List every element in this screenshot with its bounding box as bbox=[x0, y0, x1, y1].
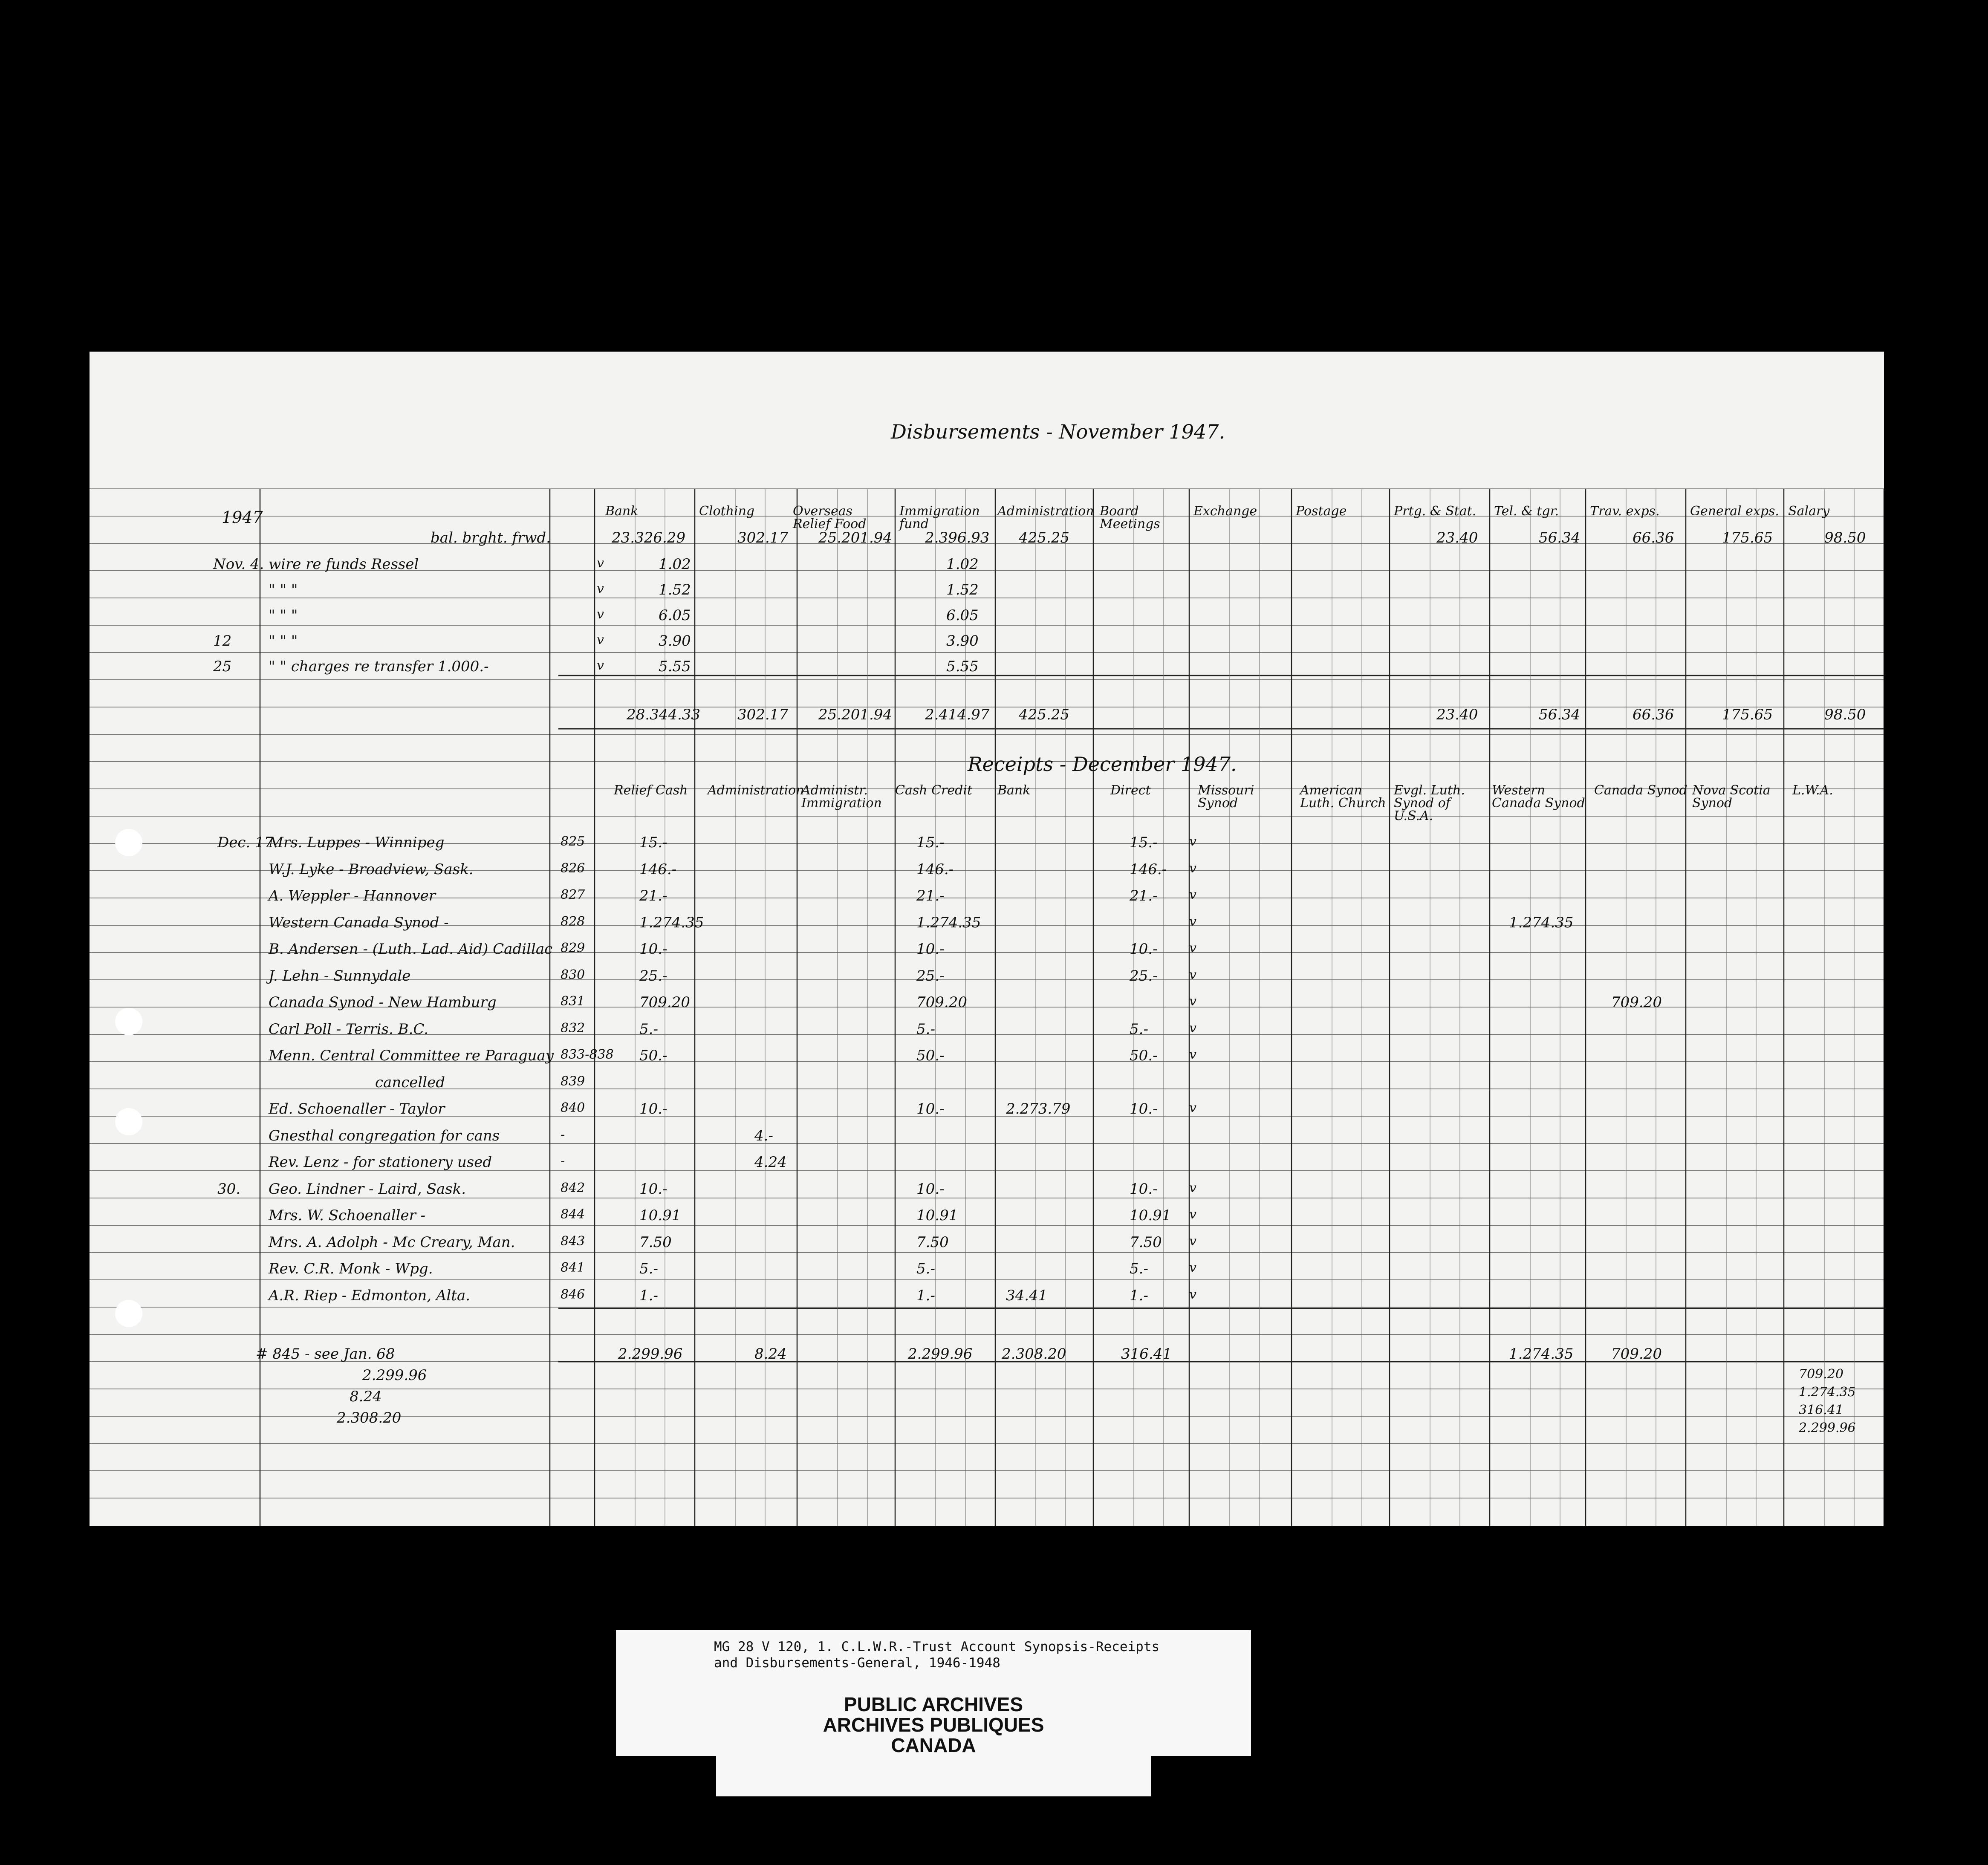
check-mark: v bbox=[1189, 1020, 1196, 1036]
receipt-number: 833-838 bbox=[561, 1047, 614, 1062]
total-cash: 2.299.96 bbox=[618, 1345, 683, 1363]
row-description: " " " bbox=[269, 581, 298, 598]
receipt-number: 826 bbox=[561, 860, 585, 876]
column-header: American Luth. Church bbox=[1300, 783, 1386, 811]
column-header: Administration bbox=[708, 783, 804, 798]
direct-amount: 7.50 bbox=[1130, 1233, 1162, 1251]
total-value: 56.34 bbox=[1539, 706, 1581, 723]
cash-amount: 1.- bbox=[639, 1287, 658, 1304]
binder-hole bbox=[115, 1008, 142, 1035]
cash-amount: 10.- bbox=[639, 1180, 667, 1198]
year-label: 1947 bbox=[222, 508, 263, 527]
receipt-number: 832 bbox=[561, 1020, 585, 1036]
calc-value: 2.308.20 bbox=[337, 1409, 402, 1426]
balance-value: 175.65 bbox=[1722, 529, 1773, 546]
balance-value: 425.25 bbox=[1019, 529, 1069, 546]
column-header: Immigration fund bbox=[899, 504, 980, 531]
immigration-amount: 6.05 bbox=[946, 607, 979, 624]
balance-value: 56.34 bbox=[1539, 529, 1581, 546]
row-name: Mrs. Luppes - Winnipeg bbox=[269, 834, 445, 851]
direct-amount: 146.- bbox=[1130, 860, 1167, 878]
calc-value: 8.24 bbox=[350, 1388, 382, 1405]
credit-amount: 1.274.35 bbox=[916, 914, 981, 931]
credit-amount: 5.- bbox=[916, 1260, 935, 1277]
cash-amount: 10.- bbox=[639, 1100, 667, 1117]
check-mark: v bbox=[1189, 914, 1196, 929]
row-name: Rev. C.R. Monk - Wpg. bbox=[269, 1260, 433, 1277]
direct-amount: 1.- bbox=[1130, 1287, 1148, 1304]
bank-amount: 1.02 bbox=[659, 556, 691, 573]
row-name: A. Weppler - Hannover bbox=[269, 887, 436, 904]
archive-reference bbox=[714, 1639, 1268, 1671]
credit-amount: 5.- bbox=[916, 1020, 935, 1038]
check-mark: v bbox=[1189, 941, 1196, 956]
row-name: Mrs. W. Schoenaller - bbox=[269, 1207, 426, 1224]
balance-value: 66.36 bbox=[1633, 529, 1674, 546]
row-name: Carl Poll - Terris. B.C. bbox=[269, 1020, 429, 1038]
cash-amount: 5.- bbox=[639, 1260, 658, 1277]
archive-name-en: PUBLIC ARCHIVES bbox=[844, 1693, 1023, 1715]
direct-amount: 10.- bbox=[1130, 1100, 1158, 1117]
total-bank: 2.308.20 bbox=[1002, 1345, 1066, 1363]
total-value: 175.65 bbox=[1722, 706, 1773, 723]
canada-synod-amount: 709.20 bbox=[1611, 994, 1662, 1011]
check-mark: v bbox=[1189, 1100, 1196, 1115]
total-canada-synod: 709.20 bbox=[1611, 1345, 1662, 1363]
column-header: Nova Scotia Synod bbox=[1692, 783, 1771, 811]
column-header: Exchange bbox=[1193, 504, 1257, 519]
column-header: General exps. bbox=[1690, 504, 1779, 519]
column-header: Western Canada Synod bbox=[1492, 783, 1585, 811]
binder-hole bbox=[115, 1300, 142, 1327]
balance-value: 2.396.93 bbox=[925, 529, 990, 546]
cash-amount: 5.- bbox=[639, 1020, 658, 1038]
western-canada-synod-amount: 1.274.35 bbox=[1509, 914, 1574, 931]
row-name: J. Lehn - Sunnydale bbox=[269, 967, 411, 984]
archive-name-fr: ARCHIVES PUBLIQUES bbox=[823, 1714, 1044, 1736]
receipt-number: 844 bbox=[561, 1207, 585, 1222]
row-name: Gnesthal congregation for cans bbox=[269, 1127, 500, 1144]
total-value: 28.344.33 bbox=[627, 706, 701, 723]
immigration-amount: 3.90 bbox=[946, 632, 979, 650]
check-mark: v bbox=[1189, 1260, 1196, 1275]
bank-amount: 34.41 bbox=[1006, 1287, 1048, 1304]
credit-amount: 10.91 bbox=[916, 1207, 958, 1224]
row-name: Geo. Lindner - Laird, Sask. bbox=[269, 1180, 466, 1198]
direct-amount: 25.- bbox=[1130, 967, 1158, 984]
balance-value: 23.40 bbox=[1436, 529, 1478, 546]
check-mark: v bbox=[1189, 967, 1196, 982]
cash-amount: 1.274.35 bbox=[639, 914, 704, 931]
immigration-amount: 5.55 bbox=[946, 658, 979, 675]
receipt-number: 831 bbox=[561, 994, 585, 1009]
total-western-canada-synod: 1.274.35 bbox=[1509, 1345, 1574, 1363]
side-sum-value: 316.41 bbox=[1799, 1403, 1844, 1418]
receipt-number: 829 bbox=[561, 941, 585, 956]
immigration-amount: 1.52 bbox=[946, 581, 979, 598]
row-date: 25 bbox=[213, 658, 232, 675]
column-header: Administration bbox=[997, 504, 1094, 519]
credit-amount: 21.- bbox=[916, 887, 945, 904]
credit-amount: 10.- bbox=[916, 1180, 945, 1198]
bank-amount: 3.90 bbox=[659, 632, 691, 650]
total-value: 66.36 bbox=[1633, 706, 1674, 723]
ledger-sheet bbox=[90, 352, 1884, 1526]
column-header: Prtg. & Stat. bbox=[1394, 504, 1477, 519]
archive-reference-line1: MG 28 V 120, 1. C.L.W.R.-Trust Account Synopsis-Receipts bbox=[714, 1639, 1160, 1654]
row-date: 12 bbox=[213, 632, 232, 650]
receipt-number: 827 bbox=[561, 887, 585, 902]
cash-amount: 7.50 bbox=[639, 1233, 672, 1251]
receipt-number: 828 bbox=[561, 914, 585, 929]
column-header: Salary bbox=[1788, 504, 1830, 519]
cash-amount: 146.- bbox=[639, 860, 677, 878]
balance-value: 302.17 bbox=[737, 529, 788, 546]
total-administration: 8.24 bbox=[754, 1345, 787, 1363]
receipt-number: 840 bbox=[561, 1100, 585, 1115]
side-sum-value: 1.274.35 bbox=[1799, 1385, 1856, 1400]
total-value: 98.50 bbox=[1824, 706, 1866, 723]
total-credit: 2.299.96 bbox=[908, 1345, 973, 1363]
column-header: Cash Credit bbox=[895, 783, 972, 798]
receipt-number: 839 bbox=[561, 1074, 585, 1089]
column-header: Postage bbox=[1296, 504, 1347, 519]
row-name: Canada Synod - New Hamburg bbox=[269, 994, 497, 1011]
receipt-number: - bbox=[561, 1127, 565, 1142]
credit-amount: 15.- bbox=[916, 834, 945, 851]
balance-value: 25.201.94 bbox=[818, 529, 893, 546]
credit-amount: 146.- bbox=[916, 860, 954, 878]
direct-amount: 10.- bbox=[1130, 1180, 1158, 1198]
row-name: Mrs. A. Adolph - Mc Creary, Man. bbox=[269, 1233, 515, 1251]
label-notch bbox=[616, 1756, 716, 1796]
cash-amount: 50.- bbox=[639, 1047, 667, 1064]
row-description: " " " bbox=[269, 632, 298, 650]
balance-value: 23.326.29 bbox=[612, 529, 686, 546]
row-name: B. Andersen - (Luth. Lad. Aid) Cadillac bbox=[269, 941, 553, 958]
row-description: " " charges re transfer 1.000.- bbox=[269, 658, 489, 675]
check-mark: v bbox=[597, 632, 604, 647]
row-name: cancelled bbox=[375, 1074, 445, 1091]
immigration-amount: 1.02 bbox=[946, 556, 979, 573]
credit-amount: 1.- bbox=[916, 1287, 935, 1304]
balance-value: 98.50 bbox=[1824, 529, 1866, 546]
total-value: 25.201.94 bbox=[818, 706, 893, 723]
column-header: Administr. Immigration bbox=[801, 783, 882, 811]
row-date: Nov. 4. bbox=[213, 556, 264, 573]
column-header: Tel. & tgr. bbox=[1494, 504, 1559, 519]
credit-amount: 25.- bbox=[916, 967, 945, 984]
column-header: Evgl. Luth. Synod of U.S.A. bbox=[1394, 783, 1465, 823]
column-header: Relief Cash bbox=[614, 783, 688, 798]
column-header: Bank bbox=[605, 504, 639, 519]
check-mark: v bbox=[1189, 1180, 1196, 1195]
cash-amount: 15.- bbox=[639, 834, 667, 851]
column-header: L.W.A. bbox=[1792, 783, 1833, 798]
check-mark: v bbox=[1189, 834, 1196, 849]
label-notch bbox=[1151, 1756, 1251, 1796]
row-name: Ed. Schoenaller - Taylor bbox=[269, 1100, 445, 1117]
administration-amount: 4.- bbox=[754, 1127, 773, 1144]
credit-amount: 709.20 bbox=[916, 994, 967, 1011]
bank-amount: 5.55 bbox=[659, 658, 691, 675]
direct-amount: 10.- bbox=[1130, 941, 1158, 958]
row-date: 30. bbox=[217, 1180, 241, 1198]
direct-amount: 5.- bbox=[1130, 1260, 1148, 1277]
row-name: W.J. Lyke - Broadview, Sask. bbox=[269, 860, 474, 878]
administration-amount: 4.24 bbox=[754, 1154, 787, 1171]
column-header: Clothing bbox=[699, 504, 755, 519]
cash-amount: 25.- bbox=[639, 967, 667, 984]
cash-amount: 10.91 bbox=[639, 1207, 681, 1224]
check-mark: v bbox=[1189, 1207, 1196, 1222]
receipt-number: 830 bbox=[561, 967, 585, 982]
credit-amount: 10.- bbox=[916, 1100, 945, 1117]
column-header: Direct bbox=[1110, 783, 1151, 798]
column-header: Canada Synod bbox=[1594, 783, 1687, 798]
receipt-number: - bbox=[561, 1154, 565, 1169]
receipts-title: Receipts - December 1947. bbox=[968, 753, 1237, 776]
row-description: " " " bbox=[269, 607, 298, 624]
check-mark: v bbox=[1189, 1047, 1196, 1062]
archive-country: CANADA bbox=[891, 1734, 976, 1756]
check-mark: v bbox=[1189, 887, 1196, 902]
side-sum-value: 2.299.96 bbox=[1799, 1420, 1856, 1435]
footnote: # 845 - see Jan. 68 bbox=[256, 1345, 395, 1363]
balance-label: bal. brght. frwd. bbox=[431, 529, 551, 546]
column-header: Board Meetings bbox=[1100, 504, 1160, 531]
cash-amount: 10.- bbox=[639, 941, 667, 958]
row-name: Western Canada Synod - bbox=[269, 914, 449, 931]
check-mark: v bbox=[1189, 1233, 1196, 1249]
archive-reference-line2: and Disbursements-General, 1946-1948 bbox=[714, 1655, 1000, 1671]
credit-amount: 7.50 bbox=[916, 1233, 949, 1251]
total-value: 23.40 bbox=[1436, 706, 1478, 723]
credit-amount: 10.- bbox=[916, 941, 945, 958]
check-mark: v bbox=[1189, 860, 1196, 876]
check-mark: v bbox=[1189, 1287, 1196, 1302]
receipt-number: 842 bbox=[561, 1180, 585, 1195]
check-mark: v bbox=[597, 556, 604, 571]
direct-amount: 15.- bbox=[1130, 834, 1158, 851]
row-name: A.R. Riep - Edmonton, Alta. bbox=[269, 1287, 471, 1304]
cash-amount: 21.- bbox=[639, 887, 667, 904]
total-direct: 316.41 bbox=[1121, 1345, 1172, 1363]
direct-amount: 5.- bbox=[1130, 1020, 1148, 1038]
side-sum-value: 709.20 bbox=[1799, 1367, 1844, 1382]
row-name: Menn. Central Committee re Paraguay bbox=[269, 1047, 554, 1064]
check-mark: v bbox=[597, 581, 604, 596]
binder-hole bbox=[115, 829, 142, 856]
column-header: Bank bbox=[997, 783, 1031, 798]
receipt-number: 841 bbox=[561, 1260, 585, 1275]
total-value: 302.17 bbox=[737, 706, 788, 723]
row-description: wire re funds Ressel bbox=[269, 556, 419, 573]
bank-amount: 1.52 bbox=[659, 581, 691, 598]
row-date: Dec. 17. bbox=[217, 834, 278, 851]
bank-amount: 2.273.79 bbox=[1006, 1100, 1071, 1117]
ledger-title: Disbursements - November 1947. bbox=[891, 420, 1225, 443]
column-header: Overseas Relief Food bbox=[793, 504, 867, 531]
check-mark: v bbox=[597, 658, 604, 673]
column-header: Trav. exps. bbox=[1590, 504, 1660, 519]
direct-amount: 21.- bbox=[1130, 887, 1158, 904]
cash-amount: 709.20 bbox=[639, 994, 690, 1011]
receipt-number: 846 bbox=[561, 1287, 585, 1302]
credit-amount: 50.- bbox=[916, 1047, 945, 1064]
receipt-number: 825 bbox=[561, 834, 585, 849]
bank-amount: 6.05 bbox=[659, 607, 691, 624]
check-mark: v bbox=[597, 607, 604, 622]
direct-amount: 10.91 bbox=[1130, 1207, 1171, 1224]
column-header: Missouri Synod bbox=[1198, 783, 1254, 811]
total-value: 2.414.97 bbox=[925, 706, 990, 723]
receipt-number: 843 bbox=[561, 1233, 585, 1249]
total-value: 425.25 bbox=[1019, 706, 1069, 723]
binder-hole bbox=[115, 1108, 142, 1135]
calc-value: 2.299.96 bbox=[362, 1367, 427, 1384]
check-mark: v bbox=[1189, 994, 1196, 1009]
row-name: Rev. Lenz - for stationery used bbox=[269, 1154, 492, 1171]
direct-amount: 50.- bbox=[1130, 1047, 1158, 1064]
